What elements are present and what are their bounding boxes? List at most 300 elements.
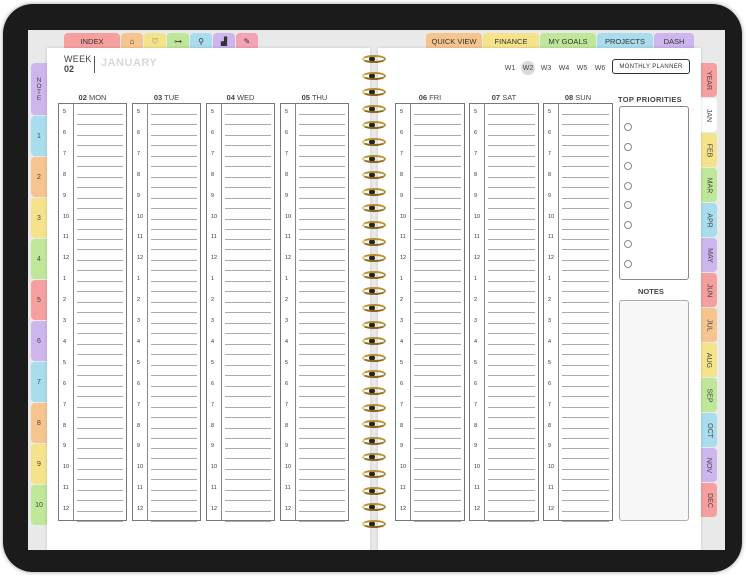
time-slot[interactable] [207, 334, 274, 355]
side-tab-note[interactable] [31, 63, 47, 115]
time-slot[interactable] [207, 271, 274, 292]
priority-checkbox[interactable] [624, 221, 632, 229]
time-slot[interactable] [133, 480, 200, 501]
month-tab-label: MAY [705, 247, 713, 263]
time-slot[interactable] [59, 125, 126, 146]
hour-label: 4 [400, 338, 404, 345]
week-link-w1[interactable]: W1 [504, 64, 516, 72]
writing-line [562, 177, 609, 178]
time-slot[interactable] [396, 397, 464, 418]
time-slot[interactable] [133, 250, 200, 271]
writing-line [299, 302, 345, 303]
hour-label: 5 [285, 109, 289, 115]
hour-label: 8 [285, 422, 289, 429]
time-slot[interactable] [133, 292, 200, 313]
hour-label: 3 [474, 318, 478, 324]
writing-line [299, 428, 345, 429]
time-slot[interactable] [133, 334, 200, 355]
time-slot[interactable] [281, 334, 348, 355]
time-slot[interactable] [133, 125, 200, 146]
tab-dash[interactable]: DASH [654, 33, 694, 49]
time-slot[interactable] [133, 104, 200, 125]
week-block [64, 54, 92, 74]
left-page [47, 48, 370, 550]
time-slot[interactable] [544, 188, 612, 209]
side-tab-8[interactable]: 8 [31, 403, 47, 443]
hour-label: 10 [211, 464, 218, 471]
time-slot[interactable] [207, 125, 274, 146]
ring-wire [362, 404, 386, 412]
priority-checkbox[interactable] [624, 260, 632, 268]
hour-label: 9 [137, 443, 141, 450]
time-slot[interactable] [281, 250, 348, 271]
time-slot[interactable] [281, 188, 348, 209]
time-slot[interactable] [133, 271, 200, 292]
week-link-w4[interactable]: W4 [558, 64, 570, 72]
month-tab-jul[interactable] [701, 308, 717, 342]
time-slot[interactable] [207, 376, 274, 397]
tab-index[interactable]: INDEX [64, 33, 120, 49]
time-slot[interactable] [59, 167, 126, 188]
time-slot[interactable] [544, 209, 612, 230]
time-slot[interactable] [544, 313, 612, 334]
hour-label: 6 [211, 129, 215, 136]
time-slot[interactable] [207, 480, 274, 501]
time-slot[interactable] [396, 125, 464, 146]
notes-area[interactable] [619, 300, 689, 521]
week-link-w2[interactable]: W2 [521, 61, 535, 75]
hour-label: 10 [400, 464, 407, 471]
writing-line [151, 386, 197, 387]
time-slot[interactable] [281, 104, 348, 125]
time-slot[interactable] [470, 501, 538, 522]
spiral-ring [361, 237, 387, 247]
priority-checkbox[interactable] [624, 143, 632, 151]
time-slot[interactable] [281, 418, 348, 439]
ring-wire [362, 204, 386, 212]
side-tab-1[interactable]: 1 [31, 116, 47, 156]
time-slot[interactable] [133, 209, 200, 230]
time-slot[interactable] [544, 334, 612, 355]
spiral-ring [361, 403, 387, 413]
hour-label: 9 [548, 192, 552, 199]
priority-checkbox[interactable] [624, 123, 632, 131]
writing-line [488, 469, 535, 470]
time-slot[interactable] [207, 438, 274, 459]
day-number: 04 [226, 93, 235, 102]
hour-label: 5 [285, 359, 289, 366]
time-slot[interactable] [544, 125, 612, 146]
time-slot[interactable] [207, 167, 274, 188]
writing-line [151, 490, 197, 491]
hour-label: 10 [548, 213, 555, 220]
time-slot[interactable] [59, 313, 126, 334]
time-slot[interactable] [470, 397, 538, 418]
priority-checkbox[interactable] [624, 162, 632, 170]
time-slot[interactable] [207, 104, 274, 125]
time-slot[interactable] [544, 146, 612, 167]
time-slot[interactable] [470, 438, 538, 459]
time-slot[interactable] [396, 292, 464, 313]
time-slot[interactable] [470, 376, 538, 397]
time-slot[interactable] [396, 313, 464, 334]
writing-line [77, 323, 123, 324]
time-slot[interactable] [544, 418, 612, 439]
time-slot[interactable] [281, 501, 348, 522]
time-slot[interactable] [396, 229, 464, 250]
hour-label: 8 [63, 422, 67, 429]
writing-line [151, 323, 197, 324]
time-slot[interactable] [59, 292, 126, 313]
time-slot[interactable] [281, 125, 348, 146]
hour-label: 12 [63, 506, 70, 513]
writing-line [488, 239, 535, 240]
ring-wire [362, 354, 386, 362]
hour-label: 7 [285, 401, 289, 408]
time-slot[interactable] [59, 209, 126, 230]
hour-label: 11 [548, 234, 554, 241]
time-slot[interactable] [133, 313, 200, 334]
time-slot[interactable] [544, 167, 612, 188]
time-slot[interactable] [470, 355, 538, 376]
time-slot[interactable] [396, 459, 464, 480]
monthly-planner-button[interactable]: MONTHLY PLANNER [612, 59, 690, 74]
hour-label: 1 [548, 276, 552, 283]
spiral-ring [361, 502, 387, 512]
side-tab-2[interactable]: 2 [31, 157, 47, 197]
chart-icon: ▟ [220, 36, 228, 46]
hour-label: 5 [548, 109, 552, 115]
time-slot[interactable] [544, 501, 612, 522]
month-tab-mar[interactable] [701, 168, 717, 202]
time-slot[interactable] [470, 334, 538, 355]
ring-wire [362, 238, 386, 246]
hour-label: 5 [137, 359, 141, 366]
writing-line [151, 135, 197, 136]
time-slot[interactable] [281, 271, 348, 292]
week-link-w6[interactable]: W6 [594, 64, 606, 72]
time-slot[interactable] [470, 313, 538, 334]
time-slot[interactable] [207, 292, 274, 313]
time-slot[interactable] [59, 229, 126, 250]
time-slot[interactable] [133, 418, 200, 439]
time-slot[interactable] [396, 250, 464, 271]
hour-label: 9 [548, 443, 552, 450]
time-slot[interactable] [396, 480, 464, 501]
hour-label: 11 [548, 485, 554, 492]
hour-label: 8 [548, 422, 552, 429]
writing-line [562, 511, 609, 512]
time-slot[interactable] [544, 355, 612, 376]
time-slot[interactable] [544, 480, 612, 501]
writing-line [151, 239, 197, 240]
time-slot[interactable] [470, 292, 538, 313]
tab-my-goals[interactable]: MY GOALS [540, 33, 596, 49]
time-slot[interactable] [470, 125, 538, 146]
time-slot[interactable] [470, 480, 538, 501]
time-slot[interactable] [396, 167, 464, 188]
writing-line [562, 490, 609, 491]
time-slot[interactable] [281, 209, 348, 230]
hour-label: 2 [285, 297, 289, 304]
time-slot[interactable] [133, 397, 200, 418]
time-slot[interactable] [470, 209, 538, 230]
time-slot[interactable] [133, 376, 200, 397]
time-slot[interactable] [396, 271, 464, 292]
time-slot[interactable] [396, 438, 464, 459]
side-tab-6[interactable]: 6 [31, 321, 47, 361]
note-tab-label: NOTE [35, 77, 43, 101]
time-slot[interactable] [133, 459, 200, 480]
time-slot[interactable] [59, 376, 126, 397]
writing-line [488, 156, 535, 157]
week-link-w3[interactable]: W3 [540, 64, 552, 72]
priority-checkbox[interactable] [624, 240, 632, 248]
ring-wire [362, 221, 386, 229]
time-slot[interactable] [396, 501, 464, 522]
time-slot[interactable] [207, 397, 274, 418]
tab-dumbbell[interactable] [167, 33, 189, 49]
time-slot[interactable] [396, 104, 464, 125]
hour-label: 9 [285, 443, 289, 450]
tab-heart[interactable] [144, 33, 166, 49]
time-slot[interactable] [207, 188, 274, 209]
month-tab-aug[interactable] [701, 343, 717, 377]
month-tab-jan[interactable] [701, 98, 717, 132]
hour-label: 1 [211, 276, 215, 283]
tab-home[interactable] [121, 33, 143, 49]
ring-wire [362, 105, 386, 113]
writing-line [414, 469, 461, 470]
ring-wire [362, 254, 386, 262]
time-slot[interactable] [281, 438, 348, 459]
writing-line [299, 114, 345, 115]
tab-scale[interactable] [190, 33, 212, 49]
time-slot[interactable] [207, 355, 274, 376]
time-slot[interactable] [281, 146, 348, 167]
time-slot[interactable] [396, 418, 464, 439]
side-tab-10[interactable]: 10 [31, 485, 47, 525]
hour-label: 6 [548, 380, 552, 387]
time-slot[interactable] [470, 188, 538, 209]
time-slot[interactable] [544, 250, 612, 271]
time-slot[interactable] [281, 313, 348, 334]
writing-line [414, 448, 461, 449]
spiral-ring [361, 353, 387, 363]
side-tab-4[interactable]: 4 [31, 239, 47, 279]
time-slot[interactable] [207, 313, 274, 334]
spiral-ring [361, 170, 387, 180]
writing-line [414, 198, 461, 199]
time-slot[interactable] [207, 146, 274, 167]
hour-label: 5 [137, 109, 141, 115]
month-tab-feb[interactable] [701, 133, 717, 167]
month-tab-apr[interactable] [701, 203, 717, 237]
time-slot[interactable] [133, 146, 200, 167]
time-slot[interactable] [396, 355, 464, 376]
month-tab-label: JUL [705, 318, 713, 332]
ring-wire [362, 88, 386, 96]
tab-chart[interactable] [213, 33, 235, 49]
time-slot[interactable] [133, 188, 200, 209]
time-slot[interactable] [207, 209, 274, 230]
time-slot[interactable] [470, 146, 538, 167]
time-slot[interactable] [470, 104, 538, 125]
writing-line [414, 114, 461, 115]
time-slot[interactable] [281, 167, 348, 188]
time-slot[interactable] [281, 480, 348, 501]
time-slot[interactable] [470, 459, 538, 480]
time-slot[interactable] [133, 438, 200, 459]
writing-line [488, 407, 535, 408]
time-slot[interactable] [470, 250, 538, 271]
time-slot[interactable] [59, 334, 126, 355]
time-slot[interactable] [59, 438, 126, 459]
time-slot[interactable] [59, 250, 126, 271]
time-slot[interactable] [544, 438, 612, 459]
spiral-ring [361, 286, 387, 296]
writing-line [225, 135, 271, 136]
time-slot[interactable] [59, 188, 126, 209]
time-slot[interactable] [281, 355, 348, 376]
side-tab-3[interactable]: 3 [31, 198, 47, 238]
time-slot[interactable] [133, 229, 200, 250]
time-slot[interactable] [396, 146, 464, 167]
time-slot[interactable] [281, 459, 348, 480]
hour-label: 3 [285, 318, 289, 324]
time-slot[interactable] [544, 229, 612, 250]
time-slot[interactable] [59, 146, 126, 167]
time-slot[interactable] [544, 271, 612, 292]
time-slot[interactable] [544, 104, 612, 125]
hour-label: 1 [285, 276, 289, 283]
hour-label: 5 [211, 109, 215, 115]
spiral-ring [361, 303, 387, 313]
time-slot[interactable] [133, 501, 200, 522]
writing-line [414, 344, 461, 345]
writing-line [77, 386, 123, 387]
hour-label: 3 [400, 318, 404, 324]
time-slot[interactable] [59, 480, 126, 501]
hour-label: 5 [400, 359, 404, 366]
time-slot[interactable] [470, 229, 538, 250]
time-slot[interactable] [59, 397, 126, 418]
time-slot[interactable] [59, 459, 126, 480]
day-header [132, 93, 201, 102]
time-slot[interactable] [207, 501, 274, 522]
writing-line [562, 407, 609, 408]
hour-label: 8 [285, 171, 289, 178]
month-tab-year[interactable] [701, 63, 717, 97]
time-slot[interactable] [133, 355, 200, 376]
time-slot[interactable] [59, 355, 126, 376]
writing-line [225, 260, 271, 261]
hour-label: 3 [63, 318, 67, 324]
time-slot[interactable] [281, 292, 348, 313]
time-slot[interactable] [59, 501, 126, 522]
time-slot[interactable] [396, 188, 464, 209]
time-slot[interactable] [133, 167, 200, 188]
hour-label: 9 [474, 192, 478, 199]
side-tab-5[interactable]: 5 [31, 280, 47, 320]
tab-finance[interactable]: FINANCE [483, 33, 539, 49]
time-slot[interactable] [207, 250, 274, 271]
week-link-w5[interactable]: W5 [576, 64, 588, 72]
side-tab-7[interactable]: 7 [31, 362, 47, 402]
side-tab-9[interactable]: 9 [31, 444, 47, 484]
hour-label: 12 [285, 506, 292, 513]
tab-projects[interactable]: PROJECTS [597, 33, 653, 49]
hour-label: 8 [211, 171, 215, 178]
time-slot[interactable] [59, 271, 126, 292]
hour-label: 10 [474, 464, 481, 471]
month-tab-nov[interactable] [701, 448, 717, 482]
tab-edit[interactable] [236, 33, 258, 49]
time-slot[interactable] [281, 376, 348, 397]
writing-line [151, 511, 197, 512]
writing-line [414, 386, 461, 387]
ring-wire [362, 503, 386, 511]
writing-line [225, 281, 271, 282]
time-slot[interactable] [396, 376, 464, 397]
hour-label: 1 [137, 276, 141, 283]
writing-line [77, 511, 123, 512]
writing-line [77, 490, 123, 491]
time-slot[interactable] [396, 209, 464, 230]
month-tab-label: DEC [705, 492, 713, 508]
writing-line [414, 135, 461, 136]
time-slot[interactable] [207, 229, 274, 250]
notes-title: NOTES [638, 287, 664, 296]
hour-label: 9 [63, 192, 67, 199]
time-slot[interactable] [207, 459, 274, 480]
priority-checkbox[interactable] [624, 201, 632, 209]
priority-checkbox[interactable] [624, 182, 632, 190]
ring-wire [362, 370, 386, 378]
hour-label: 11 [211, 234, 217, 241]
hour-label: 10 [63, 213, 70, 220]
time-slot[interactable] [544, 292, 612, 313]
writing-line [488, 365, 535, 366]
time-slot[interactable] [281, 397, 348, 418]
hour-label: 12 [211, 255, 218, 262]
time-slot[interactable] [396, 334, 464, 355]
month-tab-sep[interactable] [701, 378, 717, 412]
writing-line [414, 365, 461, 366]
time-slot[interactable] [59, 104, 126, 125]
month-tab-may[interactable] [701, 238, 717, 272]
time-slot[interactable] [207, 418, 274, 439]
month-tab-jun[interactable] [701, 273, 717, 307]
time-slot[interactable] [544, 397, 612, 418]
time-slot[interactable] [281, 229, 348, 250]
writing-line [299, 448, 345, 449]
hour-label: 9 [137, 192, 141, 199]
month-tab-oct[interactable] [701, 413, 717, 447]
time-slot[interactable] [59, 418, 126, 439]
time-slot[interactable] [470, 418, 538, 439]
month-title[interactable]: JANUARY [101, 57, 158, 69]
writing-line [488, 448, 535, 449]
time-slot[interactable] [470, 271, 538, 292]
time-slot[interactable] [470, 167, 538, 188]
time-slot[interactable] [544, 459, 612, 480]
month-tab-dec[interactable] [701, 483, 717, 517]
time-slot[interactable] [544, 376, 612, 397]
spiral-binding [361, 54, 387, 534]
hour-label: 5 [474, 109, 478, 115]
tab-quick-view[interactable]: QUICK VIEW [426, 33, 482, 49]
